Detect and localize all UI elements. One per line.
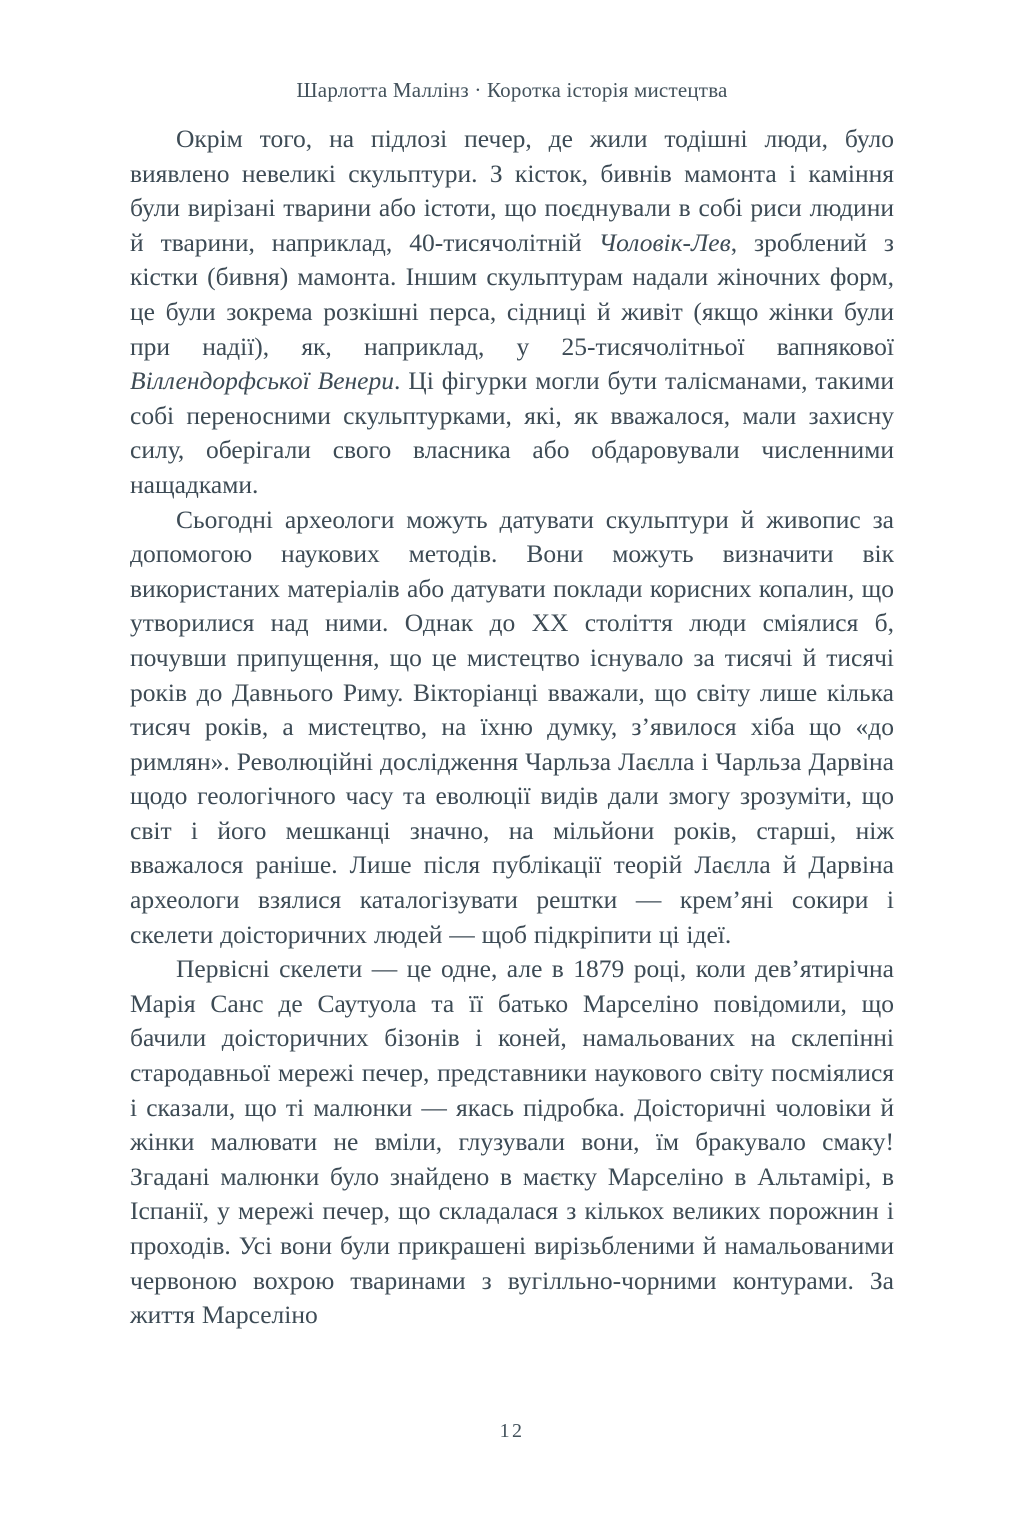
- running-header: Шарлотта Маллінз · Коротка історія мистецтва: [296, 78, 728, 102]
- text-run: Сьогодні археологи можуть датувати скульптури й живопис за допомогою наукових методів. Вони можуть визначити вік використаних матеріалів або датувати поклади корисних копалин, що утворилися над ними. Однак до XX століття люди сміялися б, почувши припущення, що це мистецтво існувало за тисячі й тисячі років до Давнього Риму. Вікторіанці вважали, що світу лише кілька тисяч років, а мистецтво, на їхню думку, з’явилося хіба що «до римлян». Революційні дослідження Чарльза Лаєлла і Чарльза Дарвіна щодо геологічного часу та еволюції видів дали змогу зрозуміти, що світ і його мешканці значно, на мільйони років, старші, ніж вважалося раніше. Лише після публікації теорій Лаєлла й Дарвіна археологи взялися каталогізувати рештки — крем’яні сокири і скелети доісторичних людей — щоб підкріпити ці ідеї.: [130, 504, 894, 949]
- italic-run: Віллендорфської Венери: [130, 366, 394, 396]
- text-run: Окрім того, на підлозі печер, де жили тодішні люди, було виявлено невеликі скульптури. З кісток, бивнів мамонта і каміння були вирізані тварини або істоти, що поєднували в собі риси людини й тварини, наприклад, 40-тисячолітній: [130, 124, 894, 257]
- body-text: [130, 122, 894, 1333]
- page-number: 12: [499, 1420, 525, 1442]
- text-run: . Ці фігурки могли бути талісманами, такими собі переносними скульптурками, які, як вважалося, мали захисну силу, оберігали свого власника або обдаровували численними нащадками.: [130, 366, 895, 499]
- text-run: , зроблений з кістки (бивня) мамонта. Іншим скульптурам надали жіночних форм, це були зокрема розкішні перса, сідниці й живіт (якщо жінки були при надії), як, наприклад, у 25-тисячолітньої вапнякової: [130, 227, 894, 361]
- paragraph: [130, 952, 894, 1333]
- paragraph: [130, 122, 894, 503]
- text-run: Первісні скелети — це одне, але в 1879 році, коли дев’ятирічна Марія Санс де Саутуола та її батько Марселіно повідомили, що бачили доісторичних бізонів і коней, намальованих на склепінні стародавньої мережі печер, представники наукового світу посміялися і сказали, що ті малюнки — якась підробка. Доісторичні чоловіки й жінки малювати не вміли, глузували вони, їм бракувало смаку! Згадані малюнки було знайдено в маєтку Марселіно в Альтамірі, в Іспанії, у мережі печер, що складалася з кількох великих порожнин і проходів. Усі вони були прикрашені вирізьбленими й намальованими червоною вохрою тваринами з вугілльно-чорними контурами. За життя Марселіно: [130, 954, 894, 1330]
- paragraph: [130, 503, 894, 953]
- italic-run: Чоловік-Лев: [598, 227, 731, 257]
